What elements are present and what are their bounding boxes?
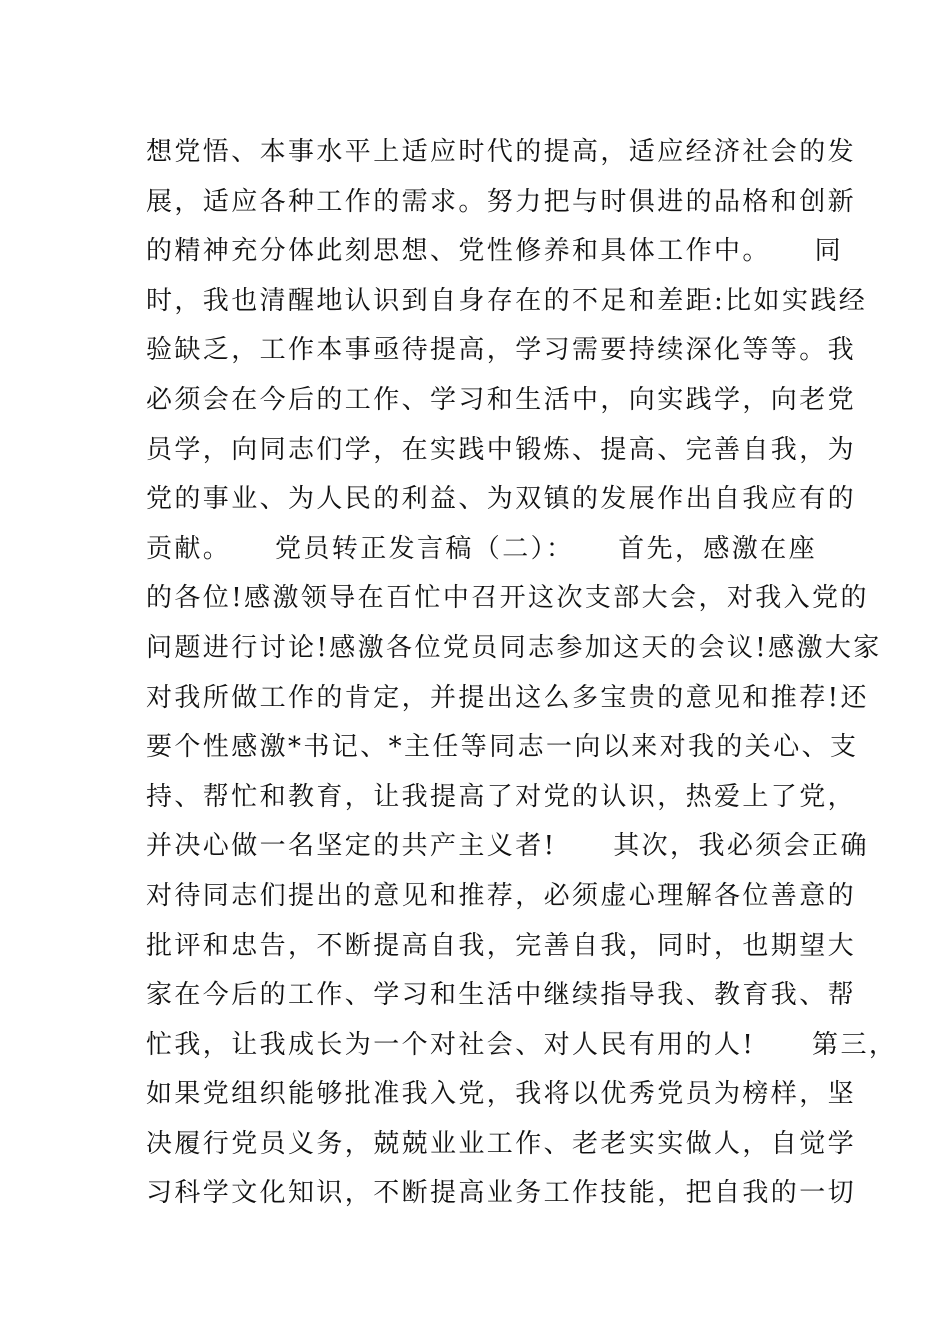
text-line: 想党悟、本事水平上适应时代的提高，适应经济社会的发 [146,137,857,167]
text-line: 对待同志们提出的意见和推荐，必须虚心理解各位善意的 [146,880,857,911]
text-line: 的精神充分体此刻思想、党性修养和具体工作中。 同 [146,236,844,267]
text-line: 对我所做工作的肯定，并提出这么多宝贵的意见和推荐!还 [146,682,869,713]
document-text-body [146,128,898,1219]
text-line: 时，我也清醒地认识到自身存在的不足和差距:比如实践经 [146,285,868,316]
text-line: 党的事业、为人民的利益、为双镇的发展作出自我应有的 [146,484,857,515]
text-line: 并决心做一名坚定的共产主义者! 其次，我必须会正确 [146,831,869,862]
text-line: 家在今后的工作、学习和生活中继续指导我、教育我、帮 [146,980,857,1011]
text-line: 问题进行讨论!感激各位党员同志参加这天的会议!感激大家 [146,632,882,663]
text-line: 员学，向同志们学，在实践中锻炼、提高、完善自我，为 [146,434,857,465]
text-line: 习科学文化知识，不断提高业务工作技能，把自我的一切 [146,1178,857,1209]
text-line: 展，适应各种工作的需求。努力把与时俱进的品格和创新 [146,186,857,217]
text-line: 验缺乏，工作本事亟待提高，学习需要持续深化等等。我 [146,335,857,366]
text-line: 批评和忠告，不断提高自我，完善自我，同时，也期望大 [146,930,857,961]
text-line: 的各位!感激领导在百忙中召开这次支部大会，对我入党的 [146,583,869,614]
text-line: 忙我，让我成长为一个对社会、对人民有用的人! 第三， [146,1029,898,1060]
text-line: 要个性感激*书记、*主任等同志一向以来对我的关心、支 [146,732,859,763]
text-line: 贡献。 党员转正发言稿（二）： 首先，感激在座 [146,533,818,564]
text-line: 决履行党员义务，兢兢业业工作、老老实实做人，自觉学 [146,1128,857,1159]
text-line: 持、帮忙和教育，让我提高了对党的认识，热爱上了党， [146,781,857,812]
text-line: 如果党组织能够批准我入党，我将以优秀党员为榜样，坚 [146,1079,857,1110]
text-line: 必须会在今后的工作、学习和生活中，向实践学，向老党 [146,384,857,415]
